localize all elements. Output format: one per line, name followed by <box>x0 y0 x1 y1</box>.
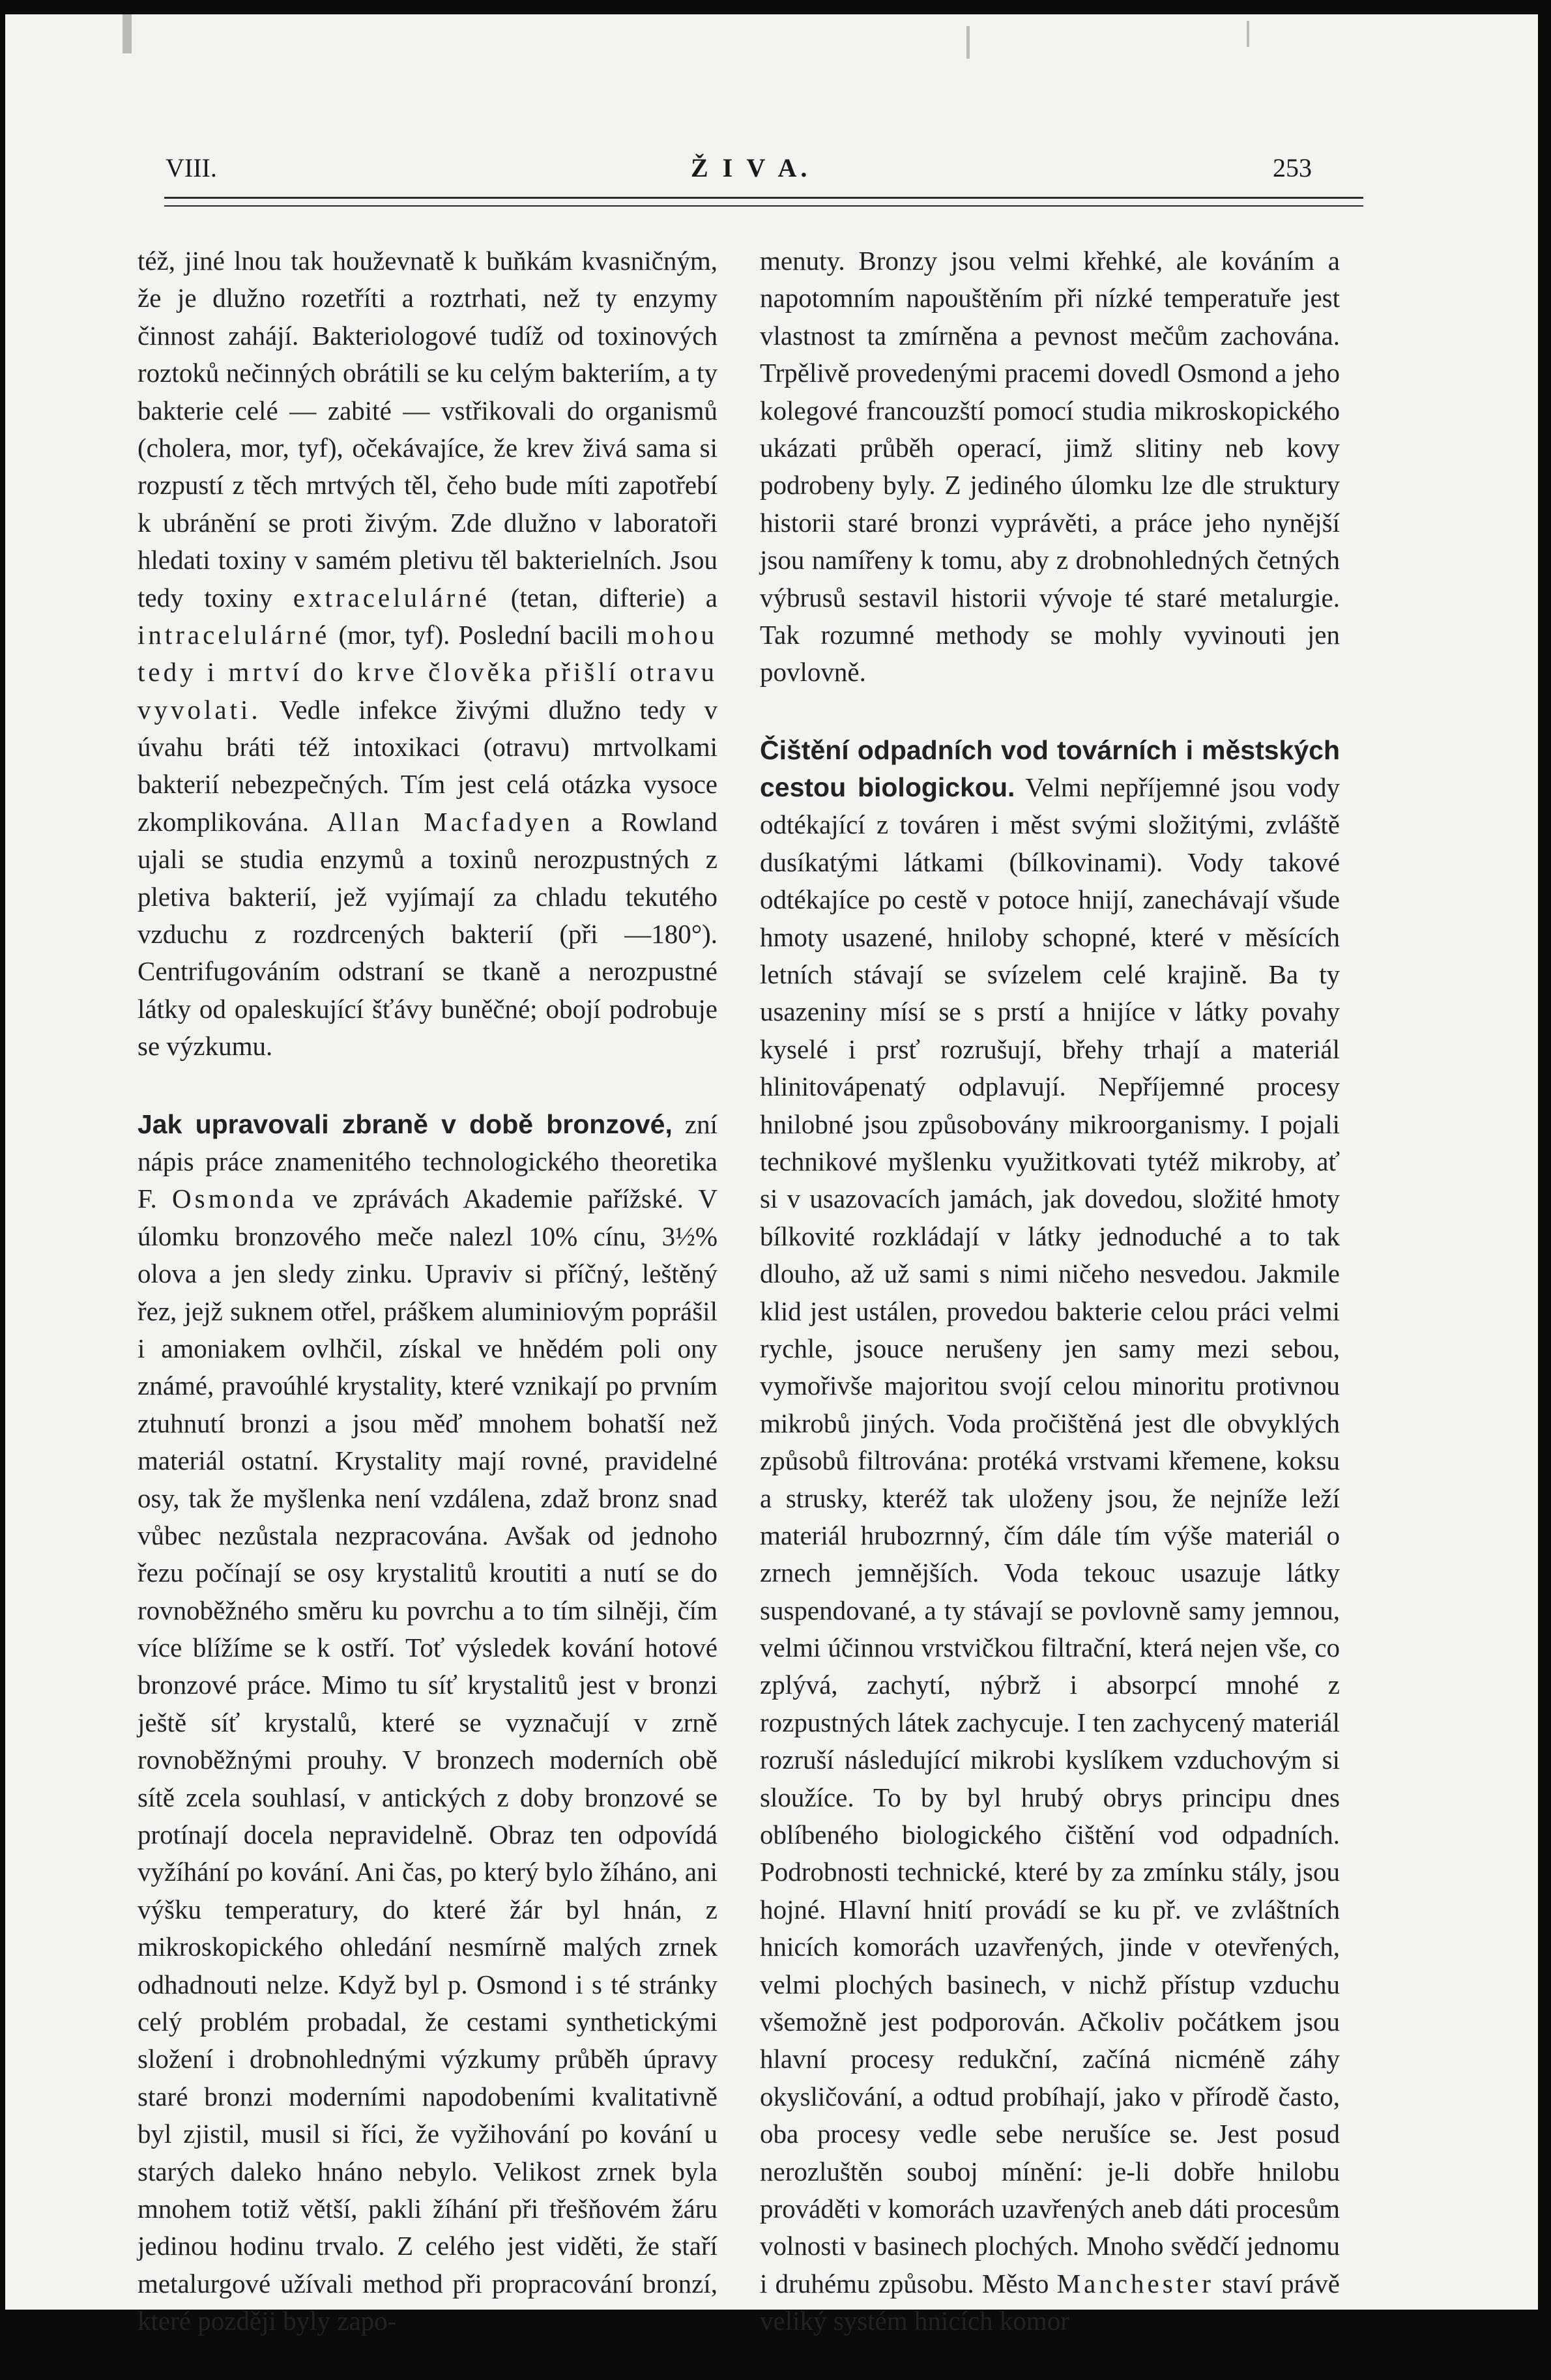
article-bronze-weapons: Jak upravovali zbraně v době bronzové, zní nápis práce znamenitého technologického theoretika F. Osmonda ve zprávách Akademie pařížské. V úlomku bronzového meče nalezl 10% cínu, 3½% olova a jen sledy zinku. Upraviv si příčný, leštěný řez, jejž suknem otřel, práškem aluminiovým poprášil i amoniakem ovlhčil, získal ve hnědém poli ony známé, pravoúhlé krystality, které vznikají po prvním ztuhnutí bronzi a jsou měď mnohem bohatší než materiál ostatní. Krystality mají rovné, pravidelné osy, tak že myšlenka není vzdálena, zdaž bronz snad vůbec nezůstala nezpracována. Avšak od jednoho řezu počínají se osy krystalitů kroutiti a nutí se do rovnoběžného směru ku povrchu a to tím silněji, čím více blížíme se k ostří. Toť výsledek kování hotové bronzové práce. Mimo tu síť krystalitů jest v bronzi ještě síť krystalů, které se vyznačují v zrně rovnoběžnými prouhy. V bronzech moderních obě sítě zcela souhlasí, v antických z doby bronzové se protínají docela nepravidelně. Obraz ten odpovídá vyžíhání po kování. Ani čas, po který bylo žíháno, ani výšku temperatury, do které žár byl hnán, z mikroskopického ohledání nesmírně malých zrnek odhadnouti nelze. Když byl p. Osmond i s té stránky celý problém probadal, že cestami synthetickými složení i drobnohlednými výzkumy průběh úpravy staré bronzi moderními napodobeními kvalitativně byl zjistil, musil si říci, že vyžihování po kování u starých daleko hnáno nebylo. Velikost zrnek byla mnohem totiž větší, pakli žíhání při třešňovém žáru jedinou hodinu trvalo. Z celého jest viděti, že staří metalurgové užívali method při propracování bronzí, které později byly zapo- <box>138 1109 718 2336</box>
paragraph-toxins: též, jiné lnou tak houževnatě k buňkám kvasničným, že je dlužno rozetříti a roztrhati, než ty enzymy činnost zahájí. Bakteriologové tudíž od toxinových roztoků nečinných obrátili se ku celým bakteriím, a ty bakterie celé — zabité — vstřikovali do organismů (cholera, mor, tyf), očekávajíce, že krev živá sama si rozpustí z těch mrtvých těl, čeho bude míti zapotřebí k ubránění se proti živým. Zde dlužno v laboratoři hledati toxiny v samém pletivu těl bakterielních. Jsou tedy toxiny extracelulárné (tetan, difterie) a intracelulárné (mor, tyf). Poslední bacili mohou tedy i mrtví do krve člověka přišlí otravu vyvolati. Vedle infekce živými dlužno tedy v úvahu bráti též intoxikaci (otravu) mrtvolkami bakterií nebezpečných. Tím jest celá otázka vysoce zkomplikována. Allan Macfadyen a Rowland ujali se studia enzymů a toxinů nerozpustných z pletiva bakterií, jež vyjímají za chladu tekutého vzduchu z rozdrcených bakterií (při —180°). Centrifugováním odstraní se tkaně a nerozpustné látky od opaleskující šťávy buněčné; obojí podrobuje se výzkumu. <box>138 246 718 1062</box>
scan-smudge <box>1247 21 1249 47</box>
header-rule <box>164 197 1363 199</box>
page-number: 253 <box>1273 153 1312 182</box>
article-heading: Čištění odpadních vod továrních i městských cestou biologickou. <box>760 734 1340 803</box>
scan-smudge <box>966 26 970 59</box>
volume-number: VIII. <box>166 153 217 182</box>
paragraph-bronze-continued: menuty. Bronzy jsou velmi křehké, ale kováním a napotomním napouštěním při nízké temperatuře jest vlastnost ta zmírněna a pevnost mečům zachována. Trpělivě provedenými pracemi dovedl Osmond a jeho kolegové francouzští pomocí studia mikroskopického ukázati průběh operací, jimž slitiny neb kovy podrobeny byly. Z jediného úlomku lze dle struktury historii staré bronzi vyprávěti, a práce jeho nynější jsou namířeny k tomu, aby z drobnohledných četných výbrusů sestavil historii vývoje té staré metalurgie. Tak rozumné methody se mohly vyvinouti jen povlovně. <box>760 246 1340 688</box>
left-column <box>138 242 718 2380</box>
journal-title: Ž I V A. <box>691 153 811 182</box>
header-rule-thin <box>164 205 1363 207</box>
right-column <box>760 242 1340 2380</box>
scan-smudge <box>123 14 132 53</box>
article-waste-water: Čištění odpadních vod továrních i městských cestou biologickou. Velmi nepříjemné jsou vody odtékající z továren i měst svými složitými, zvláště dusíkatými látkami (bílkovinami). Vody takové odtékajíce po cestě v potoce hnijí, zanechávají všude hmoty usazené, hniloby schopné, které v měsících letních stávají se svízelem celé krajině. Ba ty usazeniny mísí se s prstí a hnijíce v látky povahy kyselé i prsť rozrušují, břehy trhají a materiál hlinitovápenatý odplavují. Nepříjemné procesy hnilobné jsou způsobovány mikroorganismy. I pojali technikové myšlenku využitkovati tytéž mikroby, ať si v usazovacích jamách, jak dovedou, složité hmoty bílkovité rozkládají v látky jednoduché a to tak dlouho, až už sami s nimi ničeho nesvedou. Jakmile klid jest ustálen, provedou bakterie celou práci velmi rychle, jsouce nerušeny jen samy mezi sebou, vymořivše majoritou svojí celou minoritu protivnou mikrobů jiných. Voda pročištěná jest dle obvyklých způsobů filtrována: protéká vrstvami křemene, koksu a strusky, kteréž tak uloženy jsou, že nejníže leží materiál hrubozrnný, čím dále tím výše materiál o zrnech jemnějších. Voda tekouc usazuje látky suspendované, a ty stávají se povlovně samy jemnou, velmi účinnou vrstvičkou filtrační, která nejen vše, co zplývá, zachytí, nýbrž i absorpcí mnohé z rozpustných látek zachycuje. I ten zachycený materiál rozruší následující mikrobi kyslíkem vzduchovým si sloužíce. To by byl hrubý obrys principu dnes oblíbeného biologického čištění vod odpadních. Podrobnosti technické, které by za zmínku stály, jsou hojné. Hlavní hnití provádí se ku př. ve zvláštních hnicích komorách uzavřených, jinde v otevřených, velmi plochých basinech, v nichž přístup vzduchu všemožně jest podporován. Ačkoliv počátkem jsou hlavní procesy redukční, začíná nicméně záhy okysličování, a odtud probíhají, jako v přírodě často, oba procesy vedle sebe nerušíce se. Jest posud nerozluštěn souboj mínění: je-li dobře hnilobu prováděti v komorách uzavřených aneb dáti procesům volnosti v basinech plochých. Mnoho svědčí jednomu i druhému způsobu. Město Manchester staví právě veliký systém hnicích komor <box>760 734 1340 2336</box>
scanned-page <box>5 14 1538 2336</box>
article-heading: Jak upravovali zbraně v době bronzové, <box>138 1109 673 1139</box>
